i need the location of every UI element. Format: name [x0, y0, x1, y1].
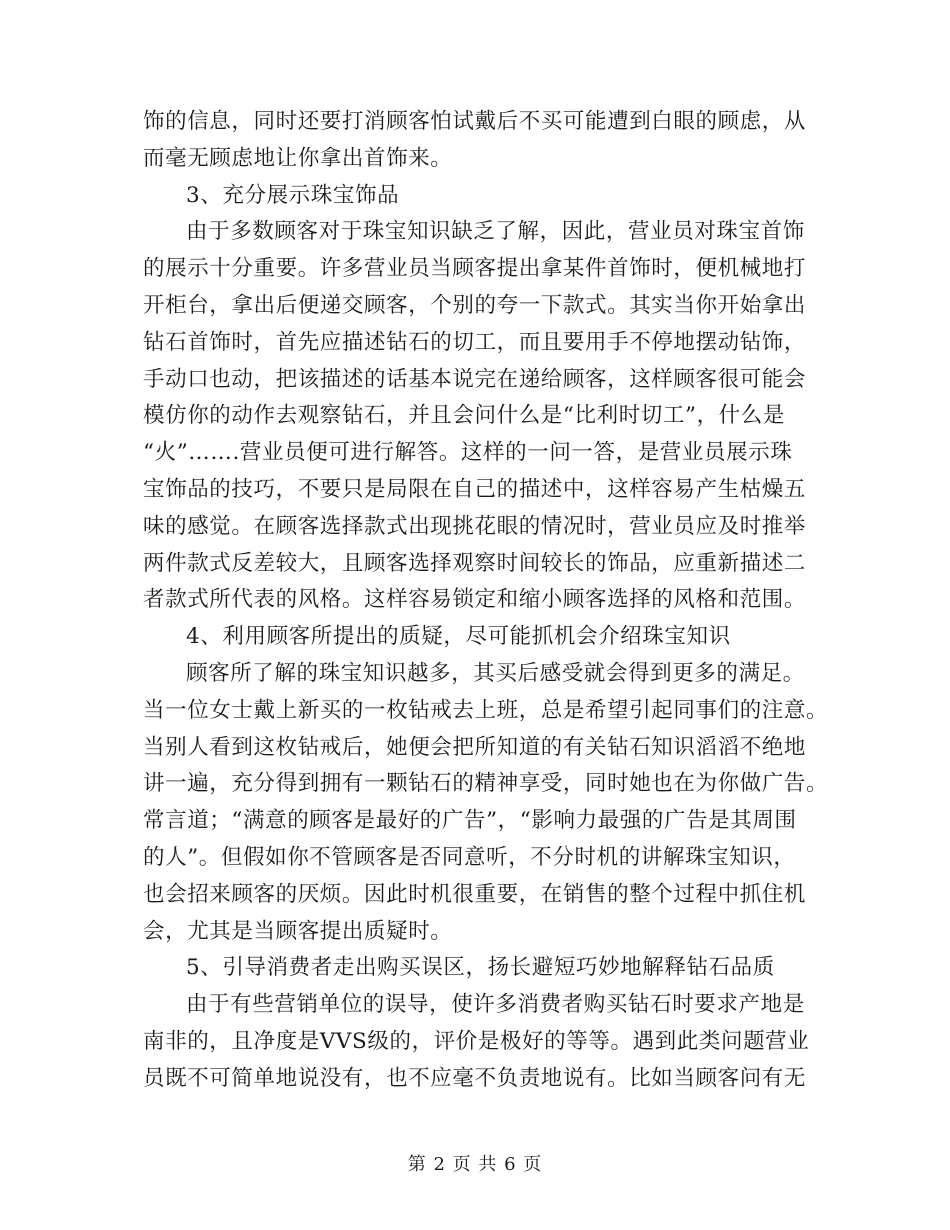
text-line: 味的感觉。在顾客选择款式出现挑花眼的情况时，营业员应及时推举 — [143, 513, 807, 539]
document-body — [143, 104, 829, 1098]
text-line: 模仿你的动作去观察钻石，并且会问什么是“比利时切工”，什么是 — [143, 403, 785, 429]
page-number: 第 2 页 共 6 页 — [407, 1154, 543, 1175]
text-line: 会，尤其是当顾客提出质疑时。 — [143, 918, 453, 944]
text-line: 员既不可简单地说没有，也不应毫不负责地说有。比如当顾客问有无 — [143, 1065, 807, 1091]
text-line: 的人”。但假如你不管顾客是否同意听，不分时机的讲解珠宝知识， — [143, 844, 796, 870]
text-line: 由于有些营销单位的误导，使许多消费者购买钻石时要求产地是 — [186, 992, 805, 1018]
text-line: 当别人看到这枚钻戒后，她便会把所知道的有关钻石知识滔滔不绝地 — [143, 734, 807, 760]
text-line: 也会招来顾客的厌烦。因此时机很重要，在销售的整个过程中抓住机 — [143, 881, 807, 907]
page-footer — [0, 1150, 950, 1176]
text-line: 宝饰品的技巧，不要只是局限在自己的描述中，这样容易产生枯燥五 — [143, 476, 807, 502]
text-line: 手动口也动，把该描述的话基本说完在递给顾客，这样顾客很可能会 — [143, 366, 807, 392]
text-line: “火”…….营业员便可进行解答。这样的一问一答，是营业员展示珠 — [143, 440, 793, 466]
text-line: 常言道；“满意的顾客是最好的广告”，“影响力最强的广告是其周围 — [143, 808, 797, 834]
text-line: 者款式所代表的风格。这样容易锁定和缩小顾客选择的风格和范围。 — [143, 587, 807, 613]
text-line: 饰的信息，同时还要打消顾客怕试戴后不买可能遭到白眼的顾虑，从 — [143, 109, 807, 134]
text-line: 3、充分展示珠宝饰品 — [186, 182, 400, 208]
text-line: 5、引导消费者走出购买误区，扬长避短巧妙地解释钻石品质 — [186, 955, 775, 981]
text-line: 而毫无顾虑地让你拿出首饰来。 — [143, 145, 453, 171]
text-line: 的展示十分重要。许多营业员当顾客提出拿某件首饰时，便机械地打 — [143, 256, 807, 282]
text-line: 讲一遍，充分得到拥有一颗钻石的精神享受，同时她也在为你做广告。 — [143, 771, 829, 797]
text-line: 两件款式反差较大，且顾客选择观察时间较长的饰品，应重新描述二 — [143, 550, 807, 576]
text-line: 顾客所了解的珠宝知识越多，其买后感受就会得到更多的满足。 — [186, 660, 805, 686]
text-line: 由于多数顾客对于珠宝知识缺乏了解，因此，营业员对珠宝首饰 — [186, 219, 805, 245]
text-line: 开柜台，拿出后便递交顾客，个别的夸一下款式。其实当你开始拿出 — [143, 292, 807, 318]
text-line: 当一位女士戴上新买的一枚钻戒去上班，总是希望引起同事们的注意。 — [143, 697, 829, 723]
text-line: 钻石首饰时，首先应描述钻石的切工，而且要用手不停地摆动钻饰， — [143, 329, 807, 355]
text-line: 南非的，且净度是VVS级的，评价是极好的等等。遇到此类问题营业 — [143, 1028, 810, 1054]
text-line: 4、利用顾客所提出的质疑，尽可能抓机会介绍珠宝知识 — [186, 624, 731, 650]
